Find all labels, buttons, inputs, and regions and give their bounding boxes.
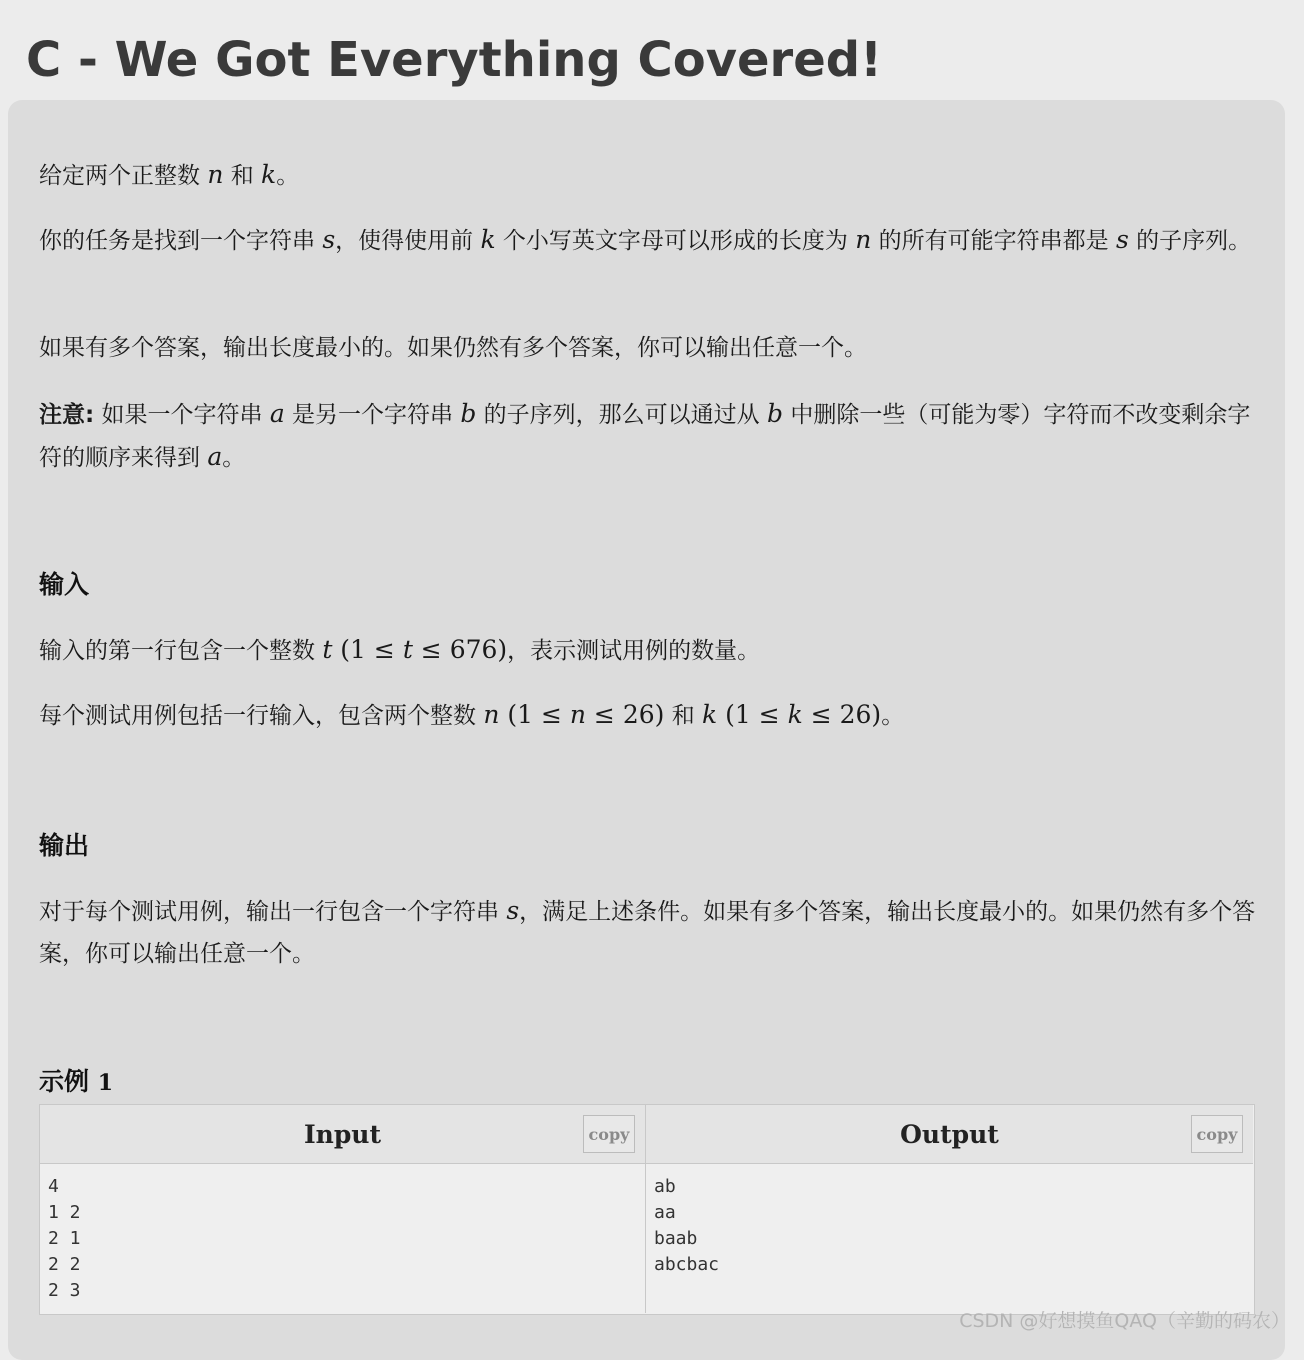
constraint-text: ≤ 676) bbox=[412, 635, 508, 664]
sample-output-line: baab bbox=[654, 1228, 698, 1249]
output-text: 对于每个测试用例，输出一行包含一个字符串 bbox=[39, 899, 507, 925]
output-column-header bbox=[646, 1105, 1253, 1164]
math-var-t: t bbox=[322, 635, 333, 664]
statement-text: 和 bbox=[223, 163, 262, 189]
sample-input-line: 2 2 bbox=[48, 1254, 81, 1275]
statement-paragraph-3: 如果有多个答案，输出长度最小的。如果仍然有多个答案，你可以输出任意一个。 bbox=[39, 335, 867, 361]
input-text: 和 bbox=[664, 703, 703, 729]
example-heading-label: 示例 bbox=[39, 1067, 90, 1096]
sample-input-line: 4 bbox=[48, 1176, 59, 1197]
statement-note bbox=[39, 393, 1257, 479]
output-paragraph-1 bbox=[39, 890, 1257, 975]
math-var-s: s bbox=[1115, 225, 1129, 254]
input-paragraph-2 bbox=[39, 694, 1257, 737]
output-heading: 输出 bbox=[39, 831, 90, 860]
input-heading: 输入 bbox=[39, 570, 90, 599]
constraint-text: ≤ 26) bbox=[802, 700, 882, 729]
input-column-header bbox=[40, 1105, 646, 1164]
constraint-text: (1 ≤ bbox=[499, 700, 570, 729]
statement-text: 给定两个正整数 bbox=[39, 163, 208, 189]
statement-text: 是另一个字符串 bbox=[284, 402, 461, 428]
math-var-k: k bbox=[787, 700, 803, 729]
sample-output-line: ab bbox=[654, 1176, 676, 1197]
example-heading bbox=[39, 1064, 113, 1101]
statement-text: 中删除一些（可能为零）字符而不改变剩余字符的顺序来得到 bbox=[39, 402, 1251, 471]
sample-input-line: 2 3 bbox=[48, 1280, 81, 1301]
math-var-b: b bbox=[767, 399, 784, 428]
statement-text: 如果一个字符串 bbox=[94, 402, 270, 428]
example-number: 1 bbox=[97, 1070, 114, 1096]
statement-text: ，使得使用前 bbox=[335, 228, 481, 254]
sample-input-line: 2 1 bbox=[48, 1228, 81, 1249]
copy-input-button[interactable]: copy bbox=[583, 1115, 635, 1153]
math-var-b: b bbox=[460, 399, 477, 428]
constraint-text: (1 ≤ bbox=[717, 700, 788, 729]
statement-text: 你的任务是找到一个字符串 bbox=[39, 228, 323, 254]
sample-input-block[interactable] bbox=[40, 1164, 646, 1313]
note-label: 注意: bbox=[39, 402, 95, 428]
statement-paragraph-2 bbox=[39, 219, 1257, 262]
statement-text: 的子序列，那么可以通过从 bbox=[476, 402, 767, 428]
page-title: C - We Got Everything Covered! bbox=[26, 32, 883, 88]
math-var-t: t bbox=[402, 635, 413, 664]
copy-output-button[interactable]: copy bbox=[1191, 1115, 1243, 1153]
statement-text: 的所有可能字符串都是 bbox=[871, 228, 1116, 254]
constraint-text: ≤ 26) bbox=[585, 700, 665, 729]
math-var-s: s bbox=[322, 225, 336, 254]
math-var-n: n bbox=[483, 700, 500, 729]
input-text: ，表示测试用例的数量。 bbox=[507, 638, 761, 664]
math-var-k: k bbox=[702, 700, 718, 729]
math-var-n: n bbox=[569, 700, 586, 729]
input-text: 输入的第一行包含一个整数 bbox=[39, 638, 323, 664]
statement-text: 的子序列。 bbox=[1128, 228, 1252, 254]
csdn-watermark: CSDN @好想摸鱼QAQ（辛勤的码农） bbox=[959, 1310, 1290, 1332]
statement-text: 。 bbox=[222, 445, 246, 471]
input-text: 每个测试用例包括一行输入，包含两个整数 bbox=[39, 703, 484, 729]
sample-io-table bbox=[39, 1104, 1255, 1315]
statement-text: 个小写英文字母可以形成的长度为 bbox=[495, 228, 856, 254]
sample-output-block[interactable] bbox=[646, 1164, 1253, 1313]
input-text: 。 bbox=[881, 703, 905, 729]
statement-text: 。 bbox=[276, 163, 300, 189]
math-var-a: a bbox=[207, 442, 223, 471]
math-var-a: a bbox=[269, 399, 285, 428]
sample-output-line: aa bbox=[654, 1202, 676, 1223]
math-var-s: s bbox=[506, 896, 520, 925]
input-paragraph-1 bbox=[39, 629, 1257, 672]
math-var-n: n bbox=[207, 160, 224, 189]
math-var-n: n bbox=[855, 225, 872, 254]
output-column-label: Output bbox=[900, 1119, 999, 1149]
output-text: ，满足上述条件。如果有多个答案，输出长度最小的。如果仍然有多个答案，你可以输出任意一个。 bbox=[39, 899, 1256, 967]
math-var-k: k bbox=[480, 225, 496, 254]
sample-output-line: abcbac bbox=[654, 1254, 720, 1275]
sample-input-line: 1 2 bbox=[48, 1202, 81, 1223]
statement-paragraph-1 bbox=[39, 154, 1257, 197]
constraint-text: (1 ≤ bbox=[332, 635, 403, 664]
math-var-k: k bbox=[261, 160, 277, 189]
input-column-label: Input bbox=[303, 1119, 382, 1149]
